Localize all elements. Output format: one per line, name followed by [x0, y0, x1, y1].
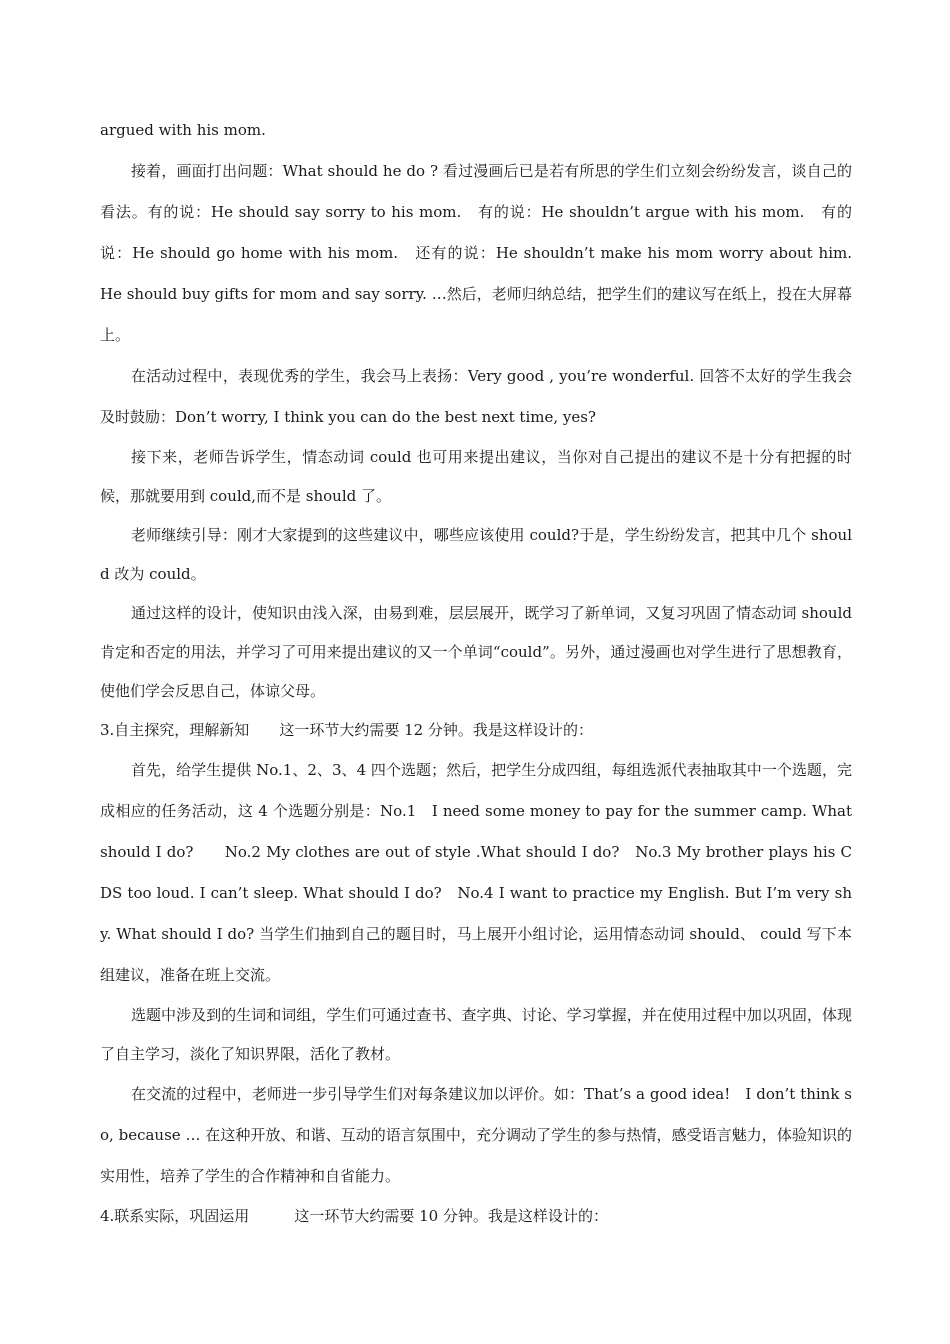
paragraph-topic-activities: 首先，给学生提供 No.1、2、3、4 四个选题；然后，把学生分成四组，每组选派代表抽取其中一个选题，完成相应的任务活动，这 4 个选题分别是：No.1 I need some money to pay for the summer camp. What should I do? No.2 My clothes are out of style .What should I do? No.3 My brother plays his CDS too loud. I can’t sleep. What should I do? No.4 I want to practice my English. But I’m very shy. What should I do? 当学生们抽到自己的题目时，马上展开小组讨论，运用情态动词 should、 could 写下本组建议，准备在班上交流。 — [100, 761, 852, 984]
section-heading-3: 3.自主探究，理解新知 这一环节大约需要 12 分钟。我是这样设计的： — [100, 721, 593, 739]
paragraph-continuation: argued with his mom. — [100, 121, 266, 139]
paragraph-evaluation: 在交流的过程中，老师进一步引导学生们对每条建议加以评价。如：That’s a good idea! I don’t think so, because … 在这种开放、和谐、互动的语言氛围中，充分调动了学生的参与热情，感受语言魅力，体验知识的实用性，培养了学生的合作精神和自省能力。 — [100, 1085, 852, 1185]
paragraph-question-discussion: 接着，画面打出问题：What should he do ? 看过漫画后已是若有所思的学生们立刻会纷纷发言，谈自己的看法。有的说：He should say sorry to his mom. 有的说：He shouldn’t argue with his mom. 有的说：He should go home with his mom. 还有的说：He shouldn’t make his mom worry about him. He should buy gifts for mom and say sorry. …然后，老师归纳总结，把学生们的建议写在纸上，投在大屏幕上。 — [100, 162, 868, 344]
section-heading-4: 4.联系实际，巩固运用 这一环节大约需要 10 分钟。我是这样设计的： — [100, 1207, 608, 1225]
paragraph-could-guidance: 老师继续引导：刚才大家提到的这些建议中，哪些应该使用 could?于是，学生纷纷发言，把其中几个 should 改为 could。 — [100, 526, 852, 583]
paragraph-vocabulary: 选题中涉及到的生词和词组，学生们可通过查书、查字典、讨论、学习掌握，并在使用过程中加以巩固，体现了自主学习，淡化了知识界限，活化了教材。 — [100, 1006, 852, 1063]
paragraph-could-intro: 接下来，老师告诉学生，情态动词 could 也可用来提出建议，当你对自己提出的建议不是十分有把握的时候，那就要用到 could,而不是 should 了。 — [100, 448, 852, 505]
paragraph-design-summary: 通过这样的设计，使知识由浅入深，由易到难，层层展开，既学习了新单词，又复习巩固了情态动词 should 肯定和否定的用法，并学习了可用来提出建议的又一个单词“could”。另外，通过漫画也对学生进行了思想教育，使他们学会反思自己，体谅父母。 — [100, 604, 852, 700]
document-body — [100, 110, 868, 1236]
paragraph-praise-encourage: 在活动过程中，表现优秀的学生，我会马上表扬：Very good , you’re wonderful. 回答不太好的学生我会及时鼓励：Don’t worry, I think you can do the best next time, yes? — [100, 367, 852, 426]
